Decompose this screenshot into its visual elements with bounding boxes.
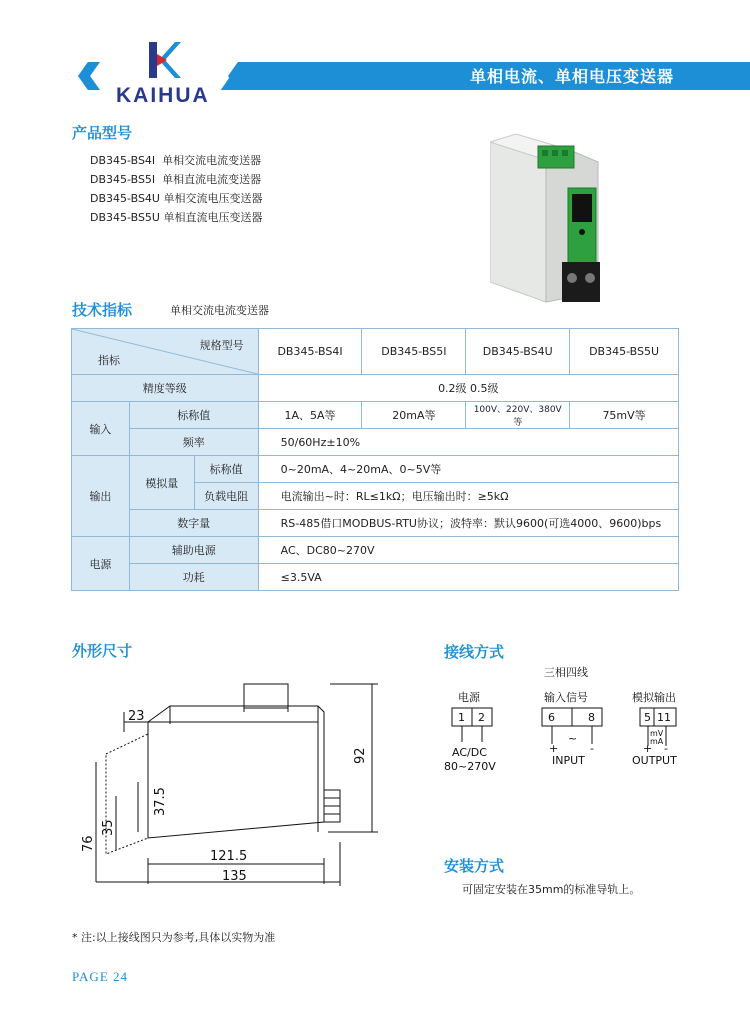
dim-37-label: 37.5: [153, 787, 168, 816]
table-row: 功耗 ≤3.5VA: [72, 564, 679, 591]
minus-sign: -: [590, 742, 594, 755]
dim-76-label: 76: [81, 835, 96, 852]
minus-sign: -: [664, 742, 668, 755]
dim-92-label: 92: [353, 747, 368, 764]
power-spec: AC/DC: [452, 746, 487, 759]
page-number: PAGE 24: [72, 969, 129, 984]
output-unit: mV: [650, 729, 664, 738]
plus-sign: +: [549, 742, 559, 755]
output-unit: mA: [650, 737, 664, 746]
power-label: 电源: [458, 691, 480, 704]
table-row: 输出 模拟量 标称值 0~20mA、4~20mA、0~5V等: [72, 456, 679, 483]
specs-heading: 技术指标: [72, 301, 133, 319]
wiring-diagram: [440, 660, 700, 780]
terminal-number: 2: [478, 711, 485, 724]
mounting-heading: 安装方式: [444, 857, 505, 875]
column-header: DB345-BS4I: [258, 329, 362, 375]
column-header: DB345-BS5I: [362, 329, 466, 375]
table-row: [72, 329, 679, 375]
table-row: 频率 50/60Hz±10%: [72, 429, 679, 456]
wiring-system-label: 三相四线: [544, 666, 588, 679]
dim-35-label: 35: [101, 819, 116, 836]
column-header: DB345-BS5U: [570, 329, 679, 375]
table-row: 负载电阻 电流输出~时：RL≤1kΩ；电压输出时：≥5kΩ: [72, 483, 679, 510]
column-header: DB345-BS4U: [466, 329, 570, 375]
list-item: DB345-BS4U 单相交流电压变送器: [90, 192, 263, 205]
terminal-number: 1: [458, 711, 465, 724]
mounting-text: 可固定安装在35mm的标准导轨上。: [462, 883, 641, 896]
power-spec: 80~270V: [444, 760, 496, 773]
dim-121-label: 121.5: [210, 849, 248, 864]
input-label: 输入信号: [544, 691, 588, 704]
table-header-corner: 规格型号 指标: [72, 329, 259, 375]
table-row: 输入 标称值 1A、5A等 20mA等 100V、220V、380V等 75mV等: [72, 402, 679, 429]
list-item: DB345-BS5I 单相直流电流变送器: [90, 173, 262, 186]
brand-name: KAIHUA: [116, 84, 210, 107]
list-item: DB345-BS4I 单相交流电流变送器: [90, 154, 262, 167]
models-heading: 产品型号: [72, 124, 133, 142]
table-row: 电源 辅助电源 AC、DC80~270V: [72, 537, 679, 564]
output-text: OUTPUT: [632, 754, 677, 767]
terminal-number: 5: [644, 711, 651, 724]
dim-23-label: 23: [128, 709, 145, 724]
specs-subtitle: 单相交流电流变送器: [170, 304, 269, 317]
kaihua-logo-icon: [145, 40, 181, 80]
dim-135-label: 135: [222, 869, 247, 884]
terminal-number: 8: [588, 711, 595, 724]
list-item: DB345-BS5U 单相直流电压变送器: [90, 211, 263, 224]
product-image: [490, 132, 610, 307]
dimensions-heading: 外形尺寸: [72, 642, 133, 660]
table-row: 精度等级 0.2级 0.5级: [72, 375, 679, 402]
plus-sign: +: [643, 742, 653, 755]
wiring-heading: 接线方式: [444, 643, 505, 661]
terminal-number: 11: [657, 711, 671, 724]
ac-tilde: ~: [568, 732, 578, 745]
page-title: 单相电流、单相电压变送器: [470, 67, 675, 86]
model-list: [90, 151, 262, 227]
table-row: 数字量 RS-485借口MODBUS-RTU协议；波特率：默认9600(可选4000、9600)bps: [72, 510, 679, 537]
output-label: 模拟输出: [632, 691, 676, 704]
input-text: INPUT: [552, 754, 585, 767]
spec-table: [71, 328, 679, 591]
dimension-drawing: [78, 672, 398, 904]
footnote: * 注:以上接线图只为参考,具体以实物为准: [72, 931, 276, 944]
terminal-number: 6: [548, 711, 555, 724]
